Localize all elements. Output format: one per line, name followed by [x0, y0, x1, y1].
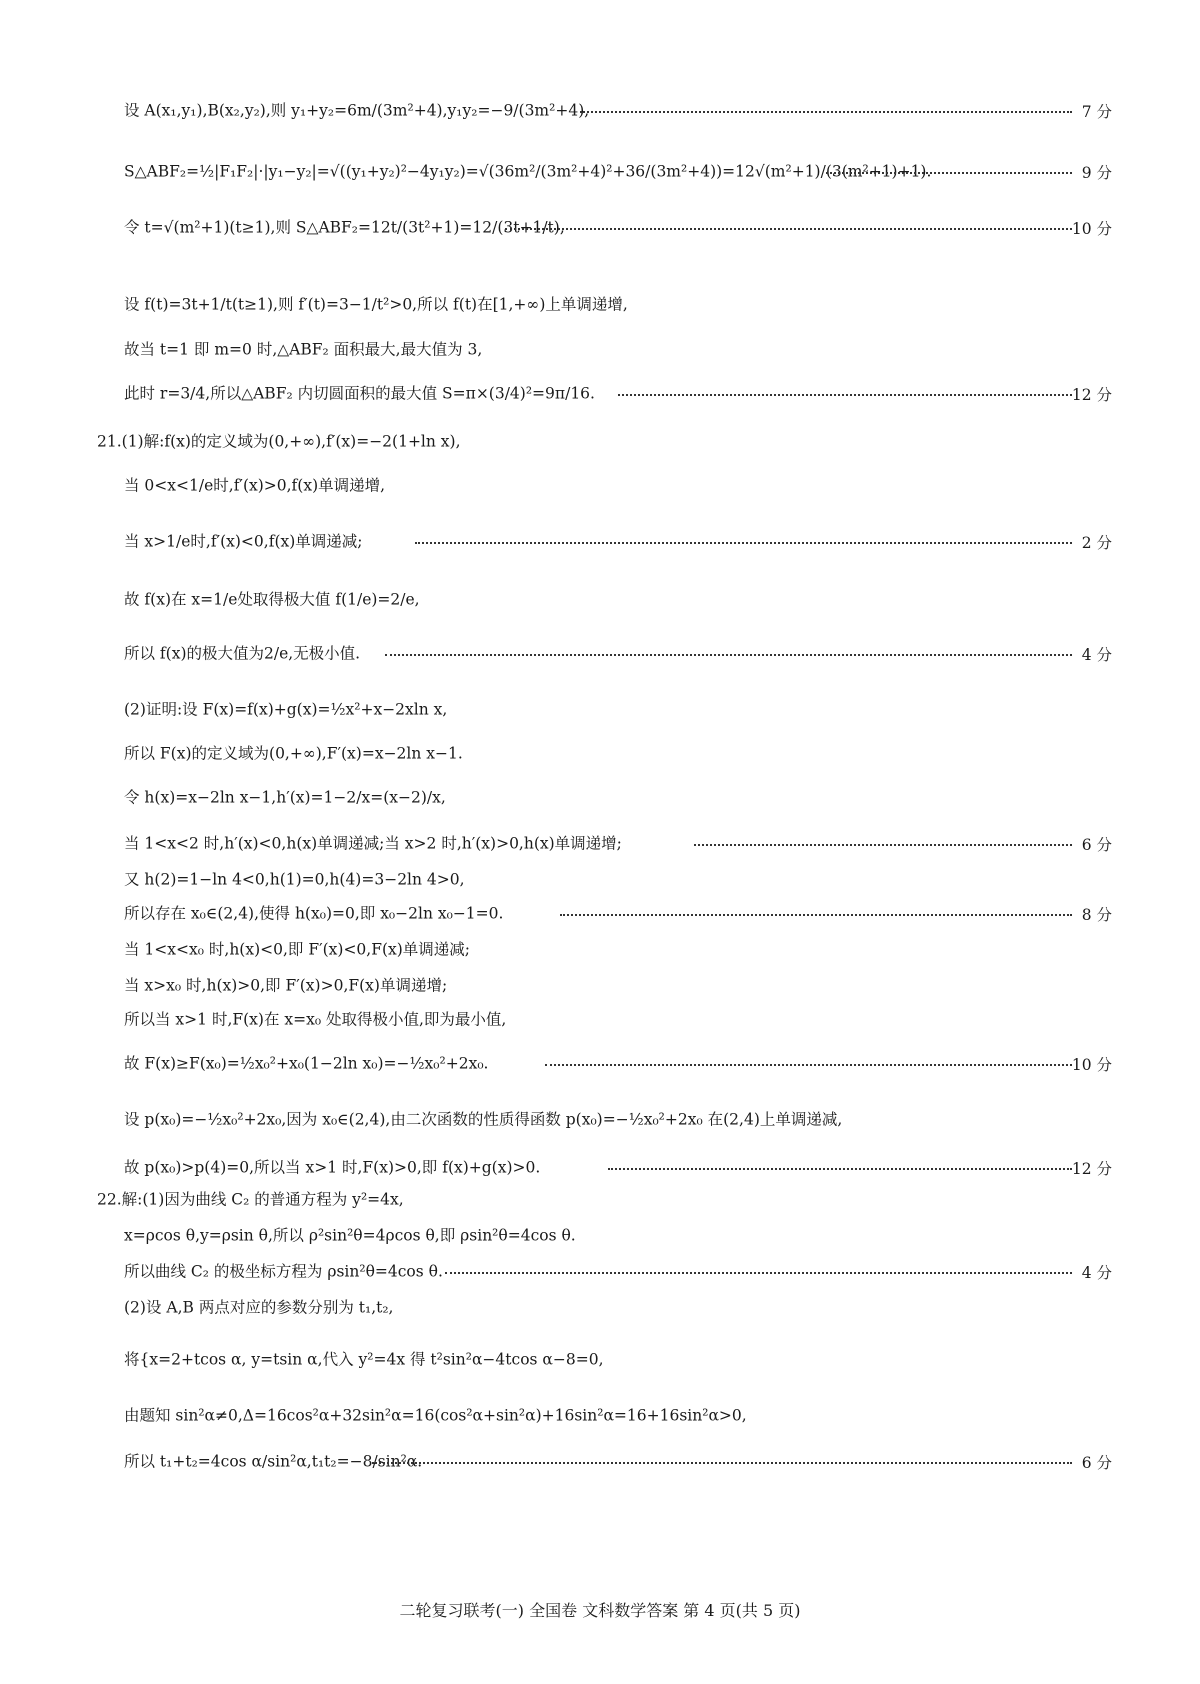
- score-leader: [505, 228, 1072, 230]
- line-score: 9 分: [1081, 164, 1112, 182]
- line-text: x=ρcos θ,y=ρsin θ,所以 ρ²sin²θ=4ρcos θ,即 ρsin²θ=4cos θ.: [124, 1226, 576, 1245]
- line-text: 当 0<x<1/e时,f′(x)>0,f(x)单调递增,: [124, 476, 386, 495]
- line-score: 4 分: [1081, 646, 1112, 664]
- line-score: 6 分: [1081, 1454, 1112, 1472]
- line-text: 设 f(t)=3t+1/t(t≥1),则 f′(t)=3−1/t²>0,所以 f(t)在[1,+∞)上单调递增,: [124, 295, 628, 314]
- score-leader: [580, 111, 1072, 113]
- page-footer: 二轮复习联考(一) 全国卷 文科数学答案 第 4 页(共 5 页): [399, 1601, 801, 1620]
- line-text: 故 F(x)≥F(x₀)=½x₀²+x₀(1−2ln x₀)=−½x₀²+2x₀.: [124, 1054, 489, 1073]
- answer-line: [0, 570, 1200, 630]
- score-leader: [415, 542, 1072, 544]
- line-text: 由题知 sin²α≠0,Δ=16cos²α+32sin²α=16(cos²α+sin²α)+16sin²α=16+16sin²α>0,: [124, 1406, 747, 1425]
- line-text: 所以曲线 C₂ 的极坐标方程为 ρsin²θ=4cos θ.: [124, 1262, 443, 1281]
- answer-line: [0, 142, 1200, 202]
- line-text: 所以当 x>1 时,F(x)在 x=x₀ 处取得极小值,即为最小值,: [124, 1010, 507, 1029]
- score-leader: [560, 914, 1072, 916]
- line-score: 2 分: [1081, 534, 1112, 552]
- line-text: 所以 t₁+t₂=4cos α/sin²α,t₁t₂=−8/sin²α.: [124, 1452, 423, 1471]
- line-text: (2)设 A,B 两点对应的参数分别为 t₁,t₂,: [124, 1298, 394, 1317]
- line-text: 所以 F(x)的定义域为(0,+∞),F′(x)=x−2ln x−1.: [124, 744, 463, 763]
- line-text: 故 f(x)在 x=1/e处取得极大值 f(1/e)=2/e,: [124, 590, 420, 609]
- line-text: 当 x>x₀ 时,h(x)>0,即 F′(x)>0,F(x)单调递增;: [124, 976, 448, 995]
- line-text: S△ABF₂=½|F₁F₂|·|y₁−y₂|=√((y₁+y₂)²−4y₁y₂)=√(36m²/(3m²+4)²+36/(3m²+4))=12√(m²+1)/(3(m²+1)+1).: [124, 162, 932, 181]
- answer-line: [0, 198, 1200, 258]
- score-leader: [545, 1064, 1072, 1066]
- line-text: 令 t=√(m²+1)(t≥1),则 S△ABF₂=12t/(3t²+1)=12/(3t+1/t),: [124, 218, 565, 237]
- line-text: 21.(1)解:f(x)的定义域为(0,+∞),f′(x)=−2(1+ln x),: [97, 432, 461, 451]
- score-leader: [826, 172, 1072, 174]
- line-text: 当 x>1/e时,f′(x)<0,f(x)单调递减;: [124, 532, 363, 551]
- answer-line: [0, 512, 1200, 572]
- score-leader: [445, 1272, 1072, 1274]
- answer-line: [0, 81, 1200, 141]
- answer-line: [0, 1034, 1200, 1094]
- line-score: 10 分: [1071, 220, 1112, 238]
- line-text: 此时 r=3/4,所以△ABF₂ 内切圆面积的最大值 S=π×(3/4)²=9π/16.: [124, 384, 595, 403]
- line-text: 又 h(2)=1−ln 4<0,h(1)=0,h(4)=3−2ln 4>0,: [124, 870, 465, 889]
- line-text: 将{x=2+tcos α, y=tsin α,代入 y²=4x 得 t²sin²α−4tcos α−8=0,: [124, 1350, 604, 1369]
- score-leader: [385, 654, 1072, 656]
- line-text: 设 p(x₀)=−½x₀²+2x₀,因为 x₀∈(2,4),由二次函数的性质得函数 p(x₀)=−½x₀²+2x₀ 在(2,4)上单调递减,: [124, 1110, 843, 1129]
- score-leader: [372, 1462, 1072, 1464]
- line-score: 12 分: [1071, 1160, 1112, 1178]
- line-score: 4 分: [1081, 1264, 1112, 1282]
- line-score: 7 分: [1081, 103, 1112, 121]
- line-text: 故 p(x₀)>p(4)=0,所以当 x>1 时,F(x)>0,即 f(x)+g(x)>0.: [124, 1158, 541, 1177]
- line-text: 22.解:(1)因为曲线 C₂ 的普通方程为 y²=4x,: [97, 1190, 404, 1209]
- line-text: (2)证明:设 F(x)=f(x)+g(x)=½x²+x−2xln x,: [124, 700, 448, 719]
- answer-line: [0, 624, 1200, 684]
- line-text: 所以存在 x₀∈(2,4),使得 h(x₀)=0,即 x₀−2ln x₀−1=0.: [124, 904, 504, 923]
- line-text: 令 h(x)=x−2ln x−1,h′(x)=1−2/x=(x−2)/x,: [124, 788, 446, 807]
- line-text: 故当 t=1 即 m=0 时,△ABF₂ 面积最大,最大值为 3,: [124, 340, 483, 359]
- line-text: 当 1<x<x₀ 时,h(x)<0,即 F′(x)<0,F(x)单调递减;: [124, 940, 471, 959]
- line-score: 10 分: [1071, 1056, 1112, 1074]
- line-score: 8 分: [1081, 906, 1112, 924]
- score-leader: [694, 844, 1072, 846]
- answer-line: [0, 456, 1200, 516]
- answer-line: [0, 1432, 1200, 1492]
- line-score: 12 分: [1071, 386, 1112, 404]
- line-text: 所以 f(x)的极大值为2/e,无极小值.: [124, 644, 361, 663]
- line-text: 设 A(x₁,y₁),B(x₂,y₂),则 y₁+y₂=6m/(3m²+4),y₁y₂=−9/(3m²+4),: [124, 101, 590, 120]
- score-leader: [618, 394, 1072, 396]
- line-score: 6 分: [1081, 836, 1112, 854]
- answer-line: [0, 1330, 1200, 1390]
- line-text: 当 1<x<2 时,h′(x)<0,h(x)单调递减;当 x>2 时,h′(x)>0,h(x)单调递增;: [124, 834, 622, 853]
- answer-line: [0, 1278, 1200, 1338]
